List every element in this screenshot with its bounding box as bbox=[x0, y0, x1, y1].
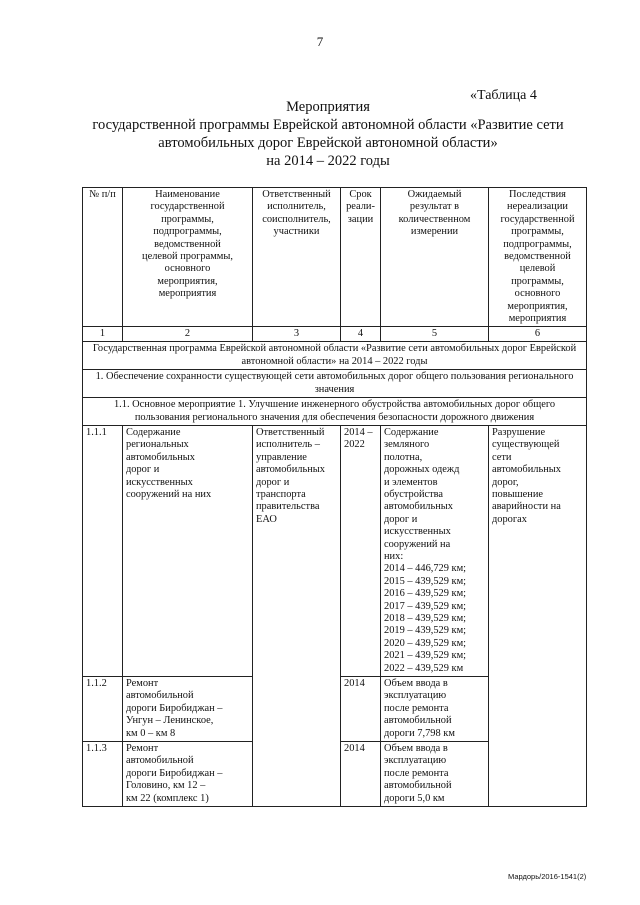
main-event-title: 1.1. Основное мероприятие 1. Улучшение инженерного обустройства автомобильных дорог общего пользования регионального значения для обеспечения безопасности дорожного движения bbox=[83, 398, 587, 426]
column-numbers-row bbox=[83, 327, 587, 342]
main-event-row bbox=[83, 398, 587, 426]
program-row bbox=[83, 342, 587, 370]
row-result: Объем ввода в эксплуатацию после ремонта автомобильной дороги 7,798 км bbox=[381, 677, 489, 742]
heading-line-1: Мероприятия bbox=[286, 99, 370, 115]
column-number: 1 bbox=[83, 327, 123, 342]
measures-table bbox=[82, 187, 587, 807]
header-result: Ожидаемый результат в количественном измерении bbox=[381, 188, 489, 327]
heading-line-4: на 2014 – 2022 годы bbox=[266, 153, 390, 169]
header-executor: Ответственный исполнитель, соисполнитель, участники bbox=[253, 188, 341, 327]
page-number: 7 bbox=[316, 34, 324, 49]
row-name: Ремонт автомобильной дороги Биробиджан – Головино, км 12 – км 22 (комплекс 1) bbox=[123, 742, 253, 807]
row-number: 1.1.1 bbox=[83, 425, 123, 676]
column-number: 3 bbox=[253, 327, 341, 342]
table-row bbox=[83, 742, 587, 807]
header-consequence: Последствия нереализации государственной программы, подпрограммы, ведомственной целевой программы, основного мероприятия, мероприятия bbox=[489, 188, 587, 327]
table-row bbox=[83, 677, 587, 742]
row-number: 1.1.2 bbox=[83, 677, 123, 742]
header-name: Наименование государственной программы, подпрограммы, ведомственной целевой программы, основного мероприятия, мероприятия bbox=[123, 188, 253, 327]
table-header-row bbox=[83, 188, 587, 327]
heading-line-2: государственной программы Еврейской автономной области «Развитие сети bbox=[92, 117, 564, 133]
row-term: 2014 bbox=[341, 742, 381, 807]
row-result: Содержание земляного полотна, дорожных одежд и элементов обустройства автомобильных дорог и искусственных сооружений на них: 2014 – 446,729 км; 2015 – 439,529 км; 2016 – 439,529 км; 2017 – 439,529 км; 2018 – 439,529 км; 2019 – 439,529 км; 2020 – 439,529 км; 2021 – 439,529 км; 2022 – 439,529 км bbox=[381, 425, 489, 676]
row-term: 2014 – 2022 bbox=[341, 425, 381, 676]
row-consequence bbox=[489, 742, 587, 807]
row-executor bbox=[253, 742, 341, 807]
document-footer-code: Мардорь/2016-1541(2) bbox=[508, 872, 587, 881]
column-number: 2 bbox=[123, 327, 253, 342]
row-number: 1.1.3 bbox=[83, 742, 123, 807]
row-result: Объем ввода в эксплуатацию после ремонта автомобильной дороги 5,0 км bbox=[381, 742, 489, 807]
column-number: 6 bbox=[489, 327, 587, 342]
header-number: № п/п bbox=[83, 188, 123, 327]
header-term: Срок реали- зации bbox=[341, 188, 381, 327]
document-heading bbox=[60, 98, 596, 170]
table-reference: «Таблица 4 bbox=[470, 88, 537, 103]
row-name: Ремонт автомобильной дороги Биробиджан – Унгун – Ленинское, км 0 – км 8 bbox=[123, 677, 253, 742]
row-executor bbox=[253, 677, 341, 742]
column-number: 5 bbox=[381, 327, 489, 342]
table-row bbox=[83, 425, 587, 676]
row-executor: Ответственный исполнитель – управление автомобильных дорог и транспорта правительства ЕАО bbox=[253, 425, 341, 676]
program-title: Государственная программа Еврейской автономной области «Развитие сети автомобильных дорог Еврейской автономной области» на 2014 – 2022 годы bbox=[83, 342, 587, 370]
row-name: Содержание региональных автомобильных дорог и искусственных сооружений на них bbox=[123, 425, 253, 676]
section-row bbox=[83, 370, 587, 398]
column-number: 4 bbox=[341, 327, 381, 342]
section-title: 1. Обеспечение сохранности существующей сети автомобильных дорог общего пользования регионального значения bbox=[83, 370, 587, 398]
row-consequence: Разрушение существующей сети автомобильных дорог, повышение аварийности на дорогах bbox=[489, 425, 587, 676]
row-term: 2014 bbox=[341, 677, 381, 742]
row-consequence bbox=[489, 677, 587, 742]
heading-line-3: автомобильных дорог Еврейской автономной области» bbox=[158, 135, 498, 151]
